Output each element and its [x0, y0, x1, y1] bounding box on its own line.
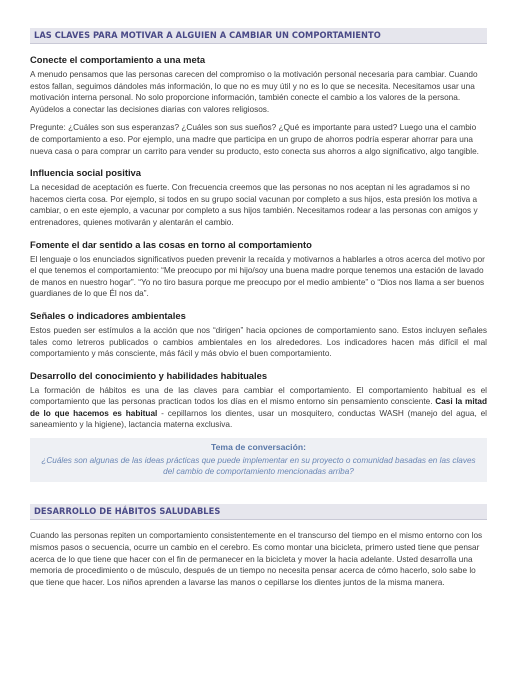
paragraph-healthy-habits: Cuando las personas repiten un comportamiento consistentemente en el transcurso del tiempo en el mismo entorno con los mismos pasos o secuencia, ocurre un cambio en el cerebro. Es como montar una bicicleta, primero usted tiene que pensar acerca de lo que tiene que hacer con el fin de permanecer en la bicicleta y mover la hacia adelante. Usted desarrolla una memoria de procedimiento o de músculo, después de un tiempo no necesita pensar acerca de cómo hacerlo, solo sabe lo que tiene que hacer. Los niños aprenden a lavarse las manos o cepillarse los dientes juntos de la misma manera.	[30, 531, 483, 587]
paragraph-social-influence: La necesidad de aceptación es fuerte. Con frecuencia creemos que las personas no nos aceptan ni les agradamos si no hacemos cierta cosa. Por ejemplo, si todos en su grupo social vacunan por completo a sus hijos, esta presión los motiva a cambiar, o en este ejemplo, a vacunar por completo a sus hijos también. Necesitamos rodear a las personas con amigos y entrenadores, quienes motivarán y alentarán el cambio.	[30, 183, 478, 227]
paragraph-habits-knowledge	[30, 385, 487, 431]
heading-connect-goal: Conecte el comportamiento a una meta	[30, 54, 206, 65]
heading-habits-knowledge: Desarrollo del conocimiento y habilidades habituales	[30, 369, 268, 381]
conversation-question: ¿Cuáles son algunas de las ideas prácticas que puede implementar en su proyecto o comunidad basadas en las claves del cambio de comportamiento mencionadas arriba?	[41, 456, 476, 477]
heading-meaning: Fomente el dar sentido a las cosas en torno al comportamiento	[30, 238, 312, 250]
habits-bold-text: Casi la mitad de lo que hacemos es habitual	[30, 397, 487, 418]
paragraph-connect-goal-2: Pregunte: ¿Cuáles son sus esperanzas? ¿Cuáles son sus sueños? ¿Qué es importante para usted? Luego una el cambio de comportamiento a eso. Por ejemplo, una madre que participa en un grupo de ahorros podría esperar ahorrar para una nueva casa o para comprar un carrito para vender su producto, esto conecta sus ahorros a algo significativo, algo tangible.	[30, 123, 479, 156]
habits-text-before: La formación de hábitos es una de las claves para cambiar el comportamiento. El comportamiento habitual es el comportamiento que las personas practican todos los días en el mismo entorno sin pensamiento consciente.	[30, 385, 487, 407]
section-heading-keys: LAS CLAVES PARA MOTIVAR A ALGUIEN A CAMBIAR UN COMPORTAMIENTO	[30, 28, 487, 44]
section-heading-healthy-habits: DESARROLLO DE HÁBITOS SALUDABLES	[30, 504, 487, 520]
paragraph-environmental-cues: Estos pueden ser estímulos a la acción que nos “dirigen” hacia opciones de comportamiento sano. Estos incluyen señales tales como letreros publicados o cambios ambientales en los alrededores. Los indicadores hacen más difícil el mal comportamiento y más consciente, más fácil y más obvio el buen comportamiento.	[30, 325, 487, 359]
paragraph-meaning: El lenguaje o los enunciados significativos pueden prevenir la recaída y motivarnos a hablarles a otros acerca del motivo por el que tenemos el comportamiento: “Me preocupo por mi hijo/soy una buena madre porque tenemos una estación de lavado de manos en nuestro hogar”. “Yo no tiro basura porque me preocupo por el medio ambiente” o “Dios nos llama a ser buenos guardianes de lo que Él nos da”.	[30, 254, 485, 299]
habits-text-after: - cepillarnos los dientes, usar un mosquitero, conductas WASH (manejo del agua, el saneamiento y la higiene), lactancia materna exclusiva.	[30, 408, 487, 430]
paragraph-connect-goal-1: A menudo pensamos que las personas carecen del compromiso o la motivación personal necesaria para cambiar. Cuando estos fallan, seguimos dándoles más información, lo que no es muy útil y no es lo que se necesita. Necesitamos usar una motivación interna personal. No solo proporcione información, también conecte el cambio a los valores de la persona. Ayúdelos a conectar las decisiones diarias con valores religiosos.	[30, 70, 478, 114]
heading-environmental-cues: Señales o indicadores ambientales	[30, 309, 186, 321]
heading-social-influence: Influencia social positiva	[30, 167, 141, 179]
conversation-title: Tema de conversación:	[211, 442, 306, 453]
conversation-box	[30, 438, 487, 482]
